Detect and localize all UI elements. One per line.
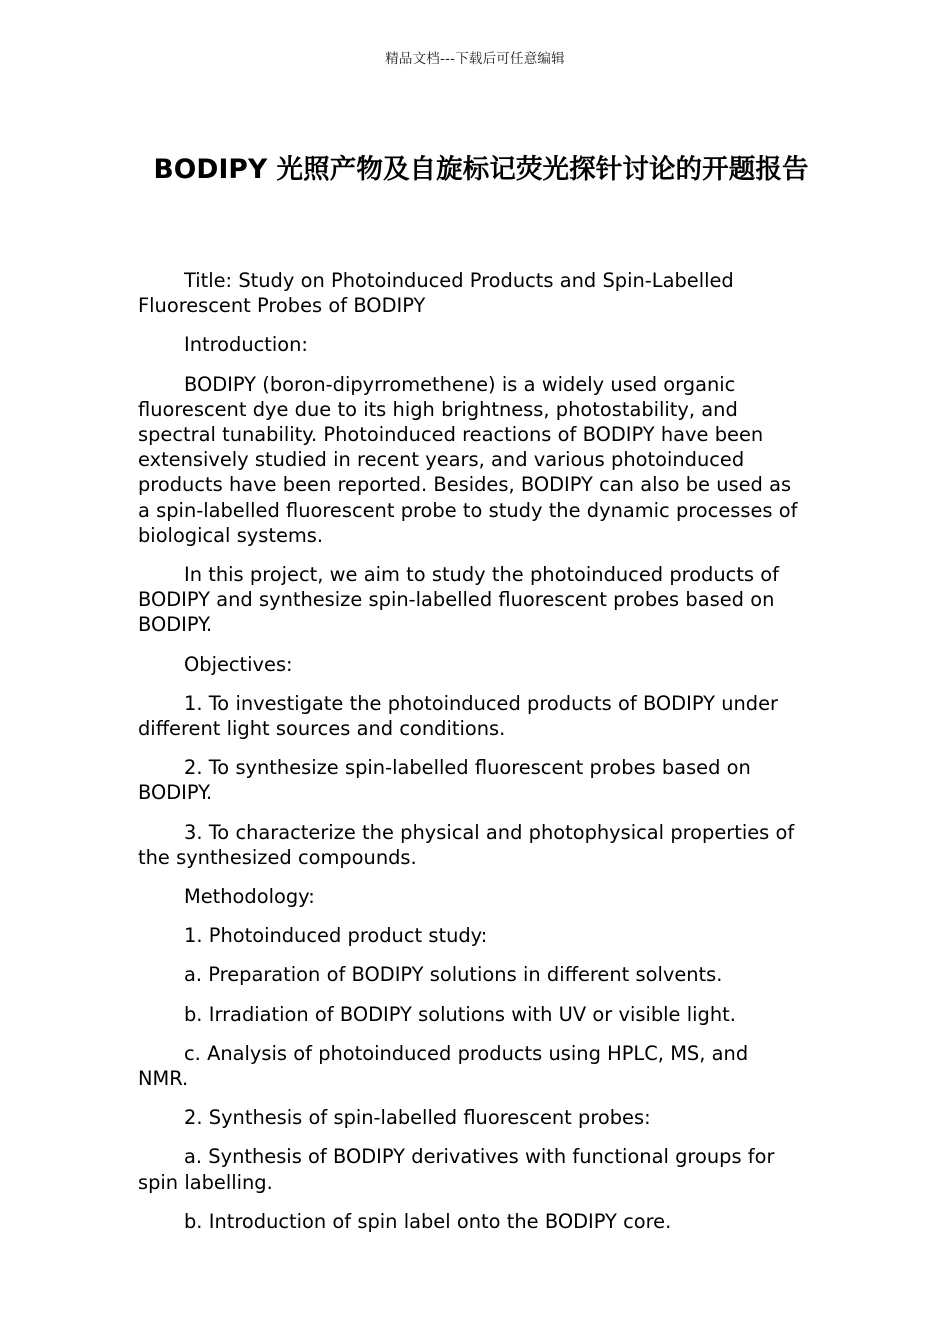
body-paragraph: BODIPY (boron-dipyrromethene) is a widely used organic fluorescent dye due to its high brightness, photostability, and spectral tunability. Photoinduced reactions of BODIPY have been extensively studied in recent years, and various photoinduced products have been reported. Besides, BODIPY can also be used as a spin-labelled fluorescent probe to study the dynamic processes of biological systems. <box>138 372 798 547</box>
body-paragraph: 1. Photoinduced product study: <box>184 924 488 948</box>
page-title: BODIPY 光照产物及自旋标记荧光探针讨论的开题报告 <box>153 153 809 185</box>
body-paragraph: a. Synthesis of BODIPY derivatives with functional groups for spin labelling. <box>138 1145 775 1194</box>
running-header: 精品文档---下载后可任意编辑 <box>385 51 565 67</box>
body-paragraph: 3. To characterize the physical and photophysical properties of the synthesized compounds. <box>138 820 795 869</box>
body-paragraph: Objectives: <box>184 652 293 676</box>
document-body <box>138 268 803 1234</box>
body-paragraph: c. Analysis of photoinduced products using HPLC, MS, and NMR. <box>138 1041 749 1091</box>
body-paragraph: a. Preparation of BODIPY solutions in different solvents. <box>184 963 723 987</box>
body-paragraph: 2. Synthesis of spin-labelled fluorescent probes: <box>184 1106 651 1130</box>
body-paragraph: Methodology: <box>184 885 315 909</box>
body-paragraph: b. Irradiation of BODIPY solutions with UV or visible light. <box>184 1002 736 1026</box>
body-paragraph: b. Introduction of spin label onto the BODIPY core. <box>184 1209 672 1233</box>
body-paragraph: Introduction: <box>184 333 308 357</box>
body-paragraph: In this project, we aim to study the photoinduced products of BODIPY and synthesize spin-labelled fluorescent probes based on BODIPY. <box>138 563 779 637</box>
body-paragraph: 1. To investigate the photoinduced products of BODIPY under different light sources and conditions. <box>138 691 778 741</box>
body-paragraph: Title: Study on Photoinduced Products and Spin-Labelled Fluorescent Probes of BODIPY <box>138 269 734 318</box>
body-paragraph: 2. To synthesize spin-labelled fluorescent probes based on BODIPY. <box>138 756 751 805</box>
